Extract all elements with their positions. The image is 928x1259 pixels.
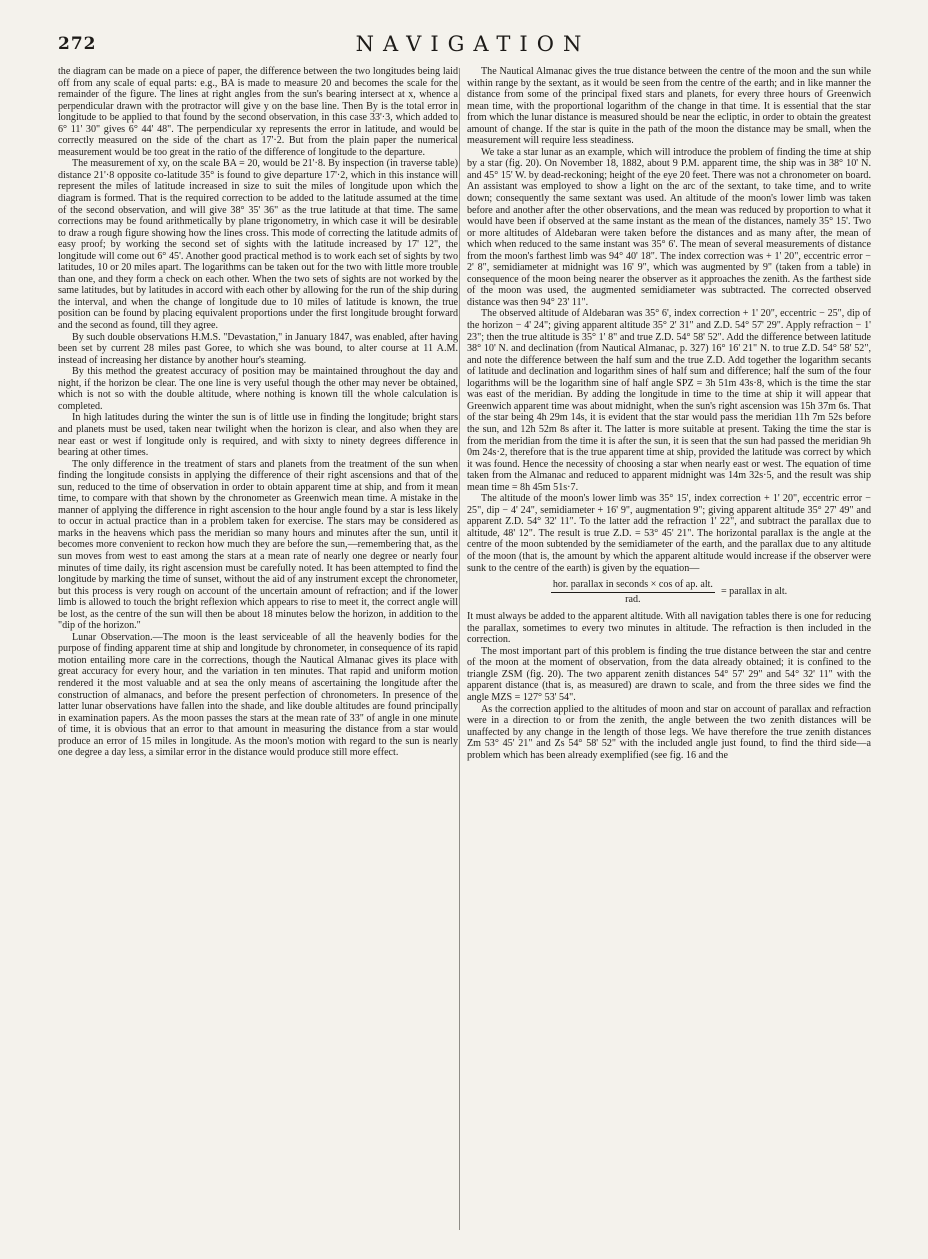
paragraph: the diagram can be made on a piece of paper, the difference between the two longitudes being laid off from any scale of equal parts: e.g., BA is made to measure 20 and becomes the scale for the remainder of the figure. The lines at right angles from the sun's bearing intersect at x, whence a perpendicular drawn with the protractor will give y on the base line. Then By is the total error in longitude to be applied to that found by the second observation, in this case 33'·3, which added to 6° 11' 30" gives 6° 44' 48". The perpendicular xy represents the error in latitude, and would be correctly measured on the side of the chart as 17'·2. But from the plain paper the numerical measurement would be too great in the ratio of the difference of longitude to the departure. [58,66,458,158]
paragraph: We take a star lunar as an example, which will introduce the problem of finding the time at ship by a star (fig. 20). On November 18, 1882, about 9 P.M. apparent time, the ship was in 38° 10' N. and 45° 15' W. by dead-reckoning; height of the eye 20 feet. There was not a chronometer on board. An assistant was employed to show a light on the arc of the sextant, to take time, and to write down; consequently the same sextant was used. An altitude of the moon's lower limb was taken before and another after the other observations, and the mean was reduced by proportion to what it would have been if observed at the same instant as the mean of the distances, namely 35° 15'. Two or more altitudes of Aldebaran were taken before the distances and as many after, the mean of which when reduced to the same instant was 35° 6'. The mean of several measurements of distance from the moon's farthest limb was 94° 40' 18". The index correction was + 1' 20", eccentric error − 2' 8", semidiameter at midnight was 16' 9", which was augmented by 9" (taken from a table) in consequence of the moon being nearer the observer as it approaches the zenith. As the farthest side of the moon was used, the augmented semidiameter was subtracted. The corrected observed distance was then 94° 23' 11". [467,146,871,308]
paragraph: The most important part of this problem is finding the true distance between the star and centre of the moon at the moment of observation, from the data already obtained; it is confined to the triangle ZSM (fig. 20). The two apparent zenith distances 54° 57' 29" and 54° 32' 11" with the apparent distance (that is, as measured) are drawn to scale, and from the three sides we find the angle MZS = 127° 53' 54". [467,645,871,703]
paragraph: The only difference in the treatment of stars and planets from the treatment of the sun when finding the longitude consists in applying the difference of their right ascensions and that of the sun, reduced to the time of observation in order to obtain apparent time at ship, and from it mean time, to compare with that shown by the chronometer as Greenwich mean time. A mistake in the manner of applying the difference in right ascension to the hour angle found by a star is less likely to occur in actual practice than in a problem taken for exercise. The stars may be considered as marks in the heavens which pass the meridian so many hours and minutes after the sun, until it becomes more convenient to reckon how much they are before the sun,—remembering that, as the sun moves from west to east among the stars at a mean rate of nearly one degree or nearly four minutes of time daily, its right ascension must be carefully noted. It has been attempted to find the longitude by marking the time of sunset, without the aid of any instrument except the chronometer, but this process is very rough on account of the uncertain amount of refraction; and if the lower limb is allowed to touch the bright reflexion which appears to rise to meet it, the correct angle will be lost, as the centre of the sun will then be about 18 minutes below the horizon, in addition to the "dip of the horizon." [58,458,458,632]
running-title: NAVIGATION [355,32,591,56]
paragraph: Lunar Observation.—The moon is the least serviceable of all the heavenly bodies for the purpose of finding apparent time at ship and longitude by chronometer, in consequence of its rapid motion entailing more care in the corrections, though the Nautical Almanac gives its place with great accuracy for every hour, and the variation in ten minutes. That rapid and uniform motion rendered it the most valuable and at sea the only means of ascertaining the longitude after the construction of almanacs, and before the present perfection of chronometers. In presence of the latter lunar observations have fallen into the shade, and like double altitudes are found principally in examination papers. As the moon passes the stars at the mean rate of 33" of angle in one minute of time, it is obvious that an error to that amount in measuring the distance from a star would produce an error of 15 miles in longitude. As the moon's motion with regard to the sun is nearly one degree a day less, a similar error in the distance would produce still more effect. [58,631,458,759]
equation-denominator: rad. [625,593,641,605]
paragraph: The Nautical Almanac gives the true distance between the centre of the moon and the sun while within range by the sextant, as it would be seen from the centre of the earth; and in like manner the distance from some of the principal fixed stars and planets, for every three hours of Greenwich mean time, with the proportional logarithm of the change in that time. It is essential that the star from which the lunar distance is measured should be near the ecliptic, in order to obtain the greatest amount of change. If the star is quite in the path of the moon the distance may be small, when the measurement will require less steadiness. [467,66,871,147]
paragraph: In high latitudes during the winter the sun is of little use in finding the longitude; bright stars and planets must be used, taken near twilight when the horizon is clear, and also when they are near east or west if longitude only is required, and with sixty to ninety degrees difference in bearing at other times. [58,412,458,459]
column-divider [459,68,460,1230]
equation-numerator: hor. parallax in seconds × cos of ap. alt. [551,579,715,593]
paragraph: As the correction applied to the altitudes of moon and star on account of parallax and refraction were in a direction to or from the zenith, the angle between the two zenith distances will be unaffected by any change in the length of those legs. We have therefore the true zenith distances Zm 53° 45' 21" and Zs 54° 58' 52" with the included angle just found, to find the third side—a problem which has been already exemplified (see fig. 16 and the [467,703,871,761]
equation-fraction [551,579,715,605]
right-column [467,66,871,1231]
equation-result: = parallax in alt. [720,586,788,598]
left-column [58,66,458,1231]
page-header [58,34,888,62]
parallax-equation [467,579,871,605]
paragraph: The altitude of the moon's lower limb was 35° 15', index correction + 1' 20", eccentric error − 25", dip − 4' 24", semidiameter + 16' 9", augmentation 9"; giving apparent altitude 35° 27' 49" and apparent Z.D. 54° 32' 11". To the latter add the refraction 1' 22", and subtract the parallax due to altitude, 48' 12". The result is true Z.D. = 53° 45' 21". The horizontal parallax is the angle at the centre of the moon subtended by the semidiameter of the earth, and the parallax due to any altitude of the moon (that is, the amount by which the apparent altitude would increase if the observer were sunk to the centre of the earth) is given by the equation— [467,493,871,574]
paragraph: By this method the greatest accuracy of position may be maintained throughout the day and night, if the horizon be clear. The one line is very useful though the other may never be obtained, which is not so with the double altitude, where nothing is known till the whole calculation is completed. [58,366,458,412]
paragraph: The observed altitude of Aldebaran was 35° 6', index correction + 1' 20", eccentric − 25", dip of the horizon − 4' 24"; giving apparent altitude 35° 2' 31" and Z.D. 54° 57' 29". Apply refraction − 1' 23"; then the true altitude is 35° 1' 8" and true Z.D. 54° 58' 52". Add the difference between latitude 38° 10' N. and declination (from Nautical Almanac, p. 327) 16° 16' 21" N. to true Z.D. 54° 58' 52", and note the difference between the half sum and the true Z.D. Add together the logarithm secants of latitude and declination and logarithm sines of half sum and difference; half the sum of the four logarithms will be the logarithm sine of half angle SPZ = 3h 51m 43s·8, which is the time the star was east of the meridian. By adding the longitude in time to the time at ship it will appear that Greenwich apparent time was about midnight, when the sun's right ascension was 15h 37m 6s. That of the star being 4h 29m 14s, it is evident that the star would pass the meridian 11h 7m 52s before the sun, and 12h 52m 8s after it. The latter is more suitable at present. Taking the time the star is from the meridian from the time it is after the sun, it is seen that the sun had passed the meridian 9h 0m 24s·2, therefore that is the true apparent time at ship, provided the latitude was correct by which it was found. Hence the necessity of choosing a star when nearly east or west. The equation of time taken from the Almanac and reduced to apparent midnight was 14m 32s·5, and the result was ship mean time = 8h 45m 51s·7. [467,308,871,493]
paragraph: By such double observations H.M.S. "Devastation," in January 1847, was enabled, after having been set by current 28 miles past Goree, to which she was bound, to alter course at 11 A.M. instead of increasing her distance by another hour's steaming. [58,331,458,366]
paragraph: The measurement of xy, on the scale BA = 20, would be 21'·8. By inspection (in traverse table) distance 21'·8 opposite co-latitude 35° is found to give departure 17'·2, which in this instance will represent the miles of latitude increased in size to suit the miles of longitude upon which the diagram is formed. That is the required correction to be added to the latitude assumed at the time of the second observation, and will give 38° 35' 36" as the true latitude at that time. The same corrections may be found arithmetically by plane trigonometry, in which case it will be desirable to draw a rough figure showing how the lines cross. This mode of correcting the latitude admits of easy proof; by working the second set of sights with the latitude increased by 17' 12", the longitude will come out 6° 45'. Another good practical method is to work each set of sights by two latitudes, 10 or 20 miles apart. The logarithms can be taken out for the two with little more trouble than one, and they form a check on each other. When the two sets of sights are not worked by the same latitudes, but by latitudes in accord with each other by allowing for the run of the ship during the interval, and when the change of longitude due to 10 miles of latitude is known, the true position can be found by placing equivalent proportions under the first longitude brought forward and the second as found, till they agree. [58,158,458,332]
page-number: 272 [58,34,97,54]
paragraph: It must always be added to the apparent altitude. With all navigation tables there is one for reducing the parallax, sometimes to every two minutes in altitude. The refraction is then included in the correction. [467,611,871,646]
